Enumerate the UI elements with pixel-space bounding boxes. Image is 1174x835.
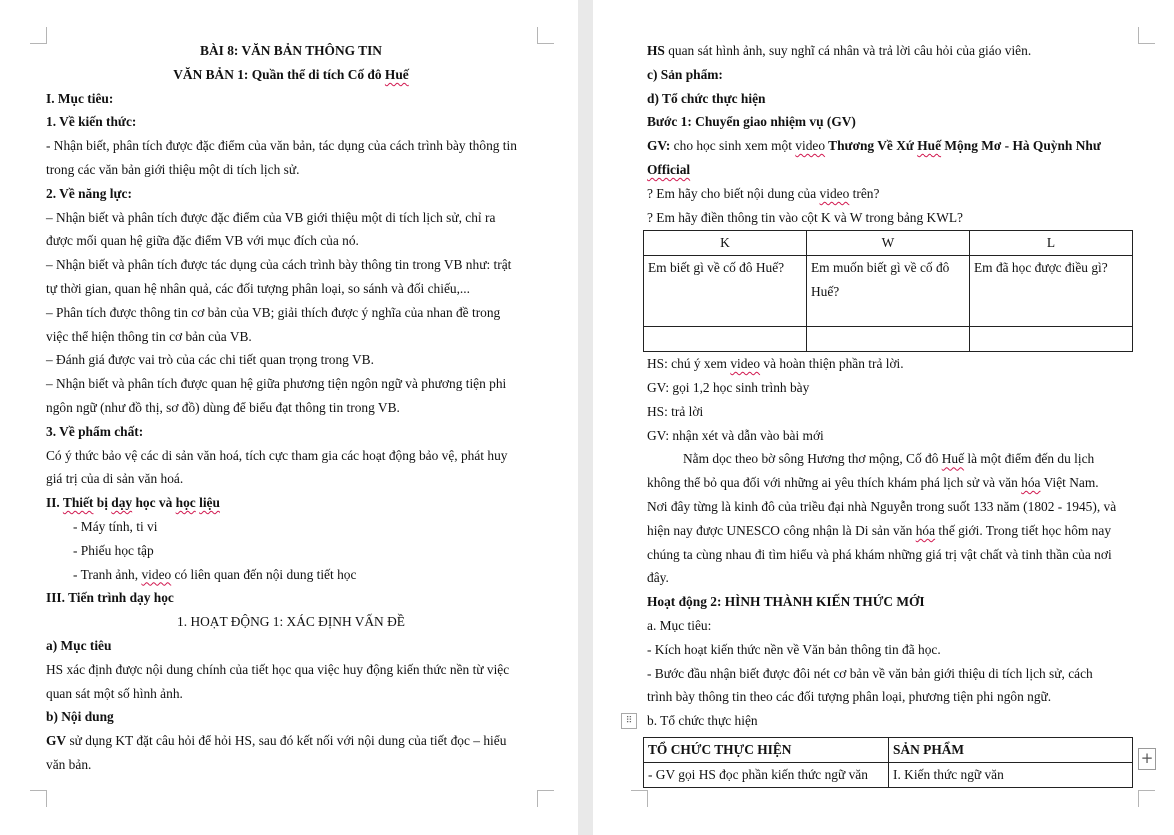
paragraph-line — [647, 447, 1137, 471]
spell-flag-word: video — [795, 138, 826, 154]
paragraph-text: Việt Nam. — [1040, 475, 1099, 491]
kwl-header-w[interactable]: W — [807, 231, 970, 256]
paragraph-line: - Bước đầu nhận biết được đôi nét cơ bản về văn bản giới thiệu di tích lịch sử, cách — [647, 665, 1093, 681]
paragraph-line — [647, 39, 1137, 63]
page-left — [0, 0, 578, 835]
activity-header-sanpham[interactable]: SẢN PHẨM — [889, 737, 1133, 762]
paragraph-line — [647, 519, 1137, 543]
kwl-header-l[interactable]: L — [970, 231, 1133, 256]
paragraph-text: không thể bỏ qua đối với những ai yêu thích khám phá lịch sử và văn — [647, 475, 1022, 491]
activity-cell[interactable]: I. Kiến thức ngữ văn — [889, 762, 1133, 787]
paragraph-line: đây. — [647, 570, 669, 586]
subtitle-text: VĂN BẢN 1: Quần thể di tích Cố đô — [173, 66, 385, 82]
activity-table[interactable] — [643, 737, 1133, 788]
activity-header-tochuc[interactable]: TỔ CHỨC THỰC HIỆN — [644, 737, 889, 762]
paragraph-line — [647, 158, 1137, 182]
table-row — [644, 737, 1133, 762]
paragraph-line: HS: trả lời — [647, 403, 704, 419]
bold-text: GV: — [647, 138, 671, 154]
paragraph-text: sử dụng KT đặt câu hỏi để hỏi HS, sau đó kết nối với nội dung của tiết đọc – hiểu — [66, 733, 507, 749]
sub-heading: b) Nội dung — [46, 709, 114, 725]
spell-flag-word: hóa — [915, 522, 936, 538]
kwl-cell[interactable]: Em muốn biết gì về cố đô Huế? — [807, 256, 970, 327]
paragraph-line: HS xác định được nội dung chính của tiết học qua việc huy động kiến thức nền từ việc — [46, 661, 510, 677]
paragraph-line: trình bày thông tin theo các đối tượng phân loại, phương tiện phi ngôn ngữ. — [647, 689, 1052, 705]
table-row — [644, 327, 1133, 352]
paragraph-line: – Đánh giá được vai trò của các chi tiết quan trọng trong VB. — [46, 352, 374, 368]
spell-flag-word: Thiết — [62, 495, 94, 511]
lesson-title: BÀI 8: VĂN BẢN THÔNG TIN — [200, 43, 382, 58]
spell-flag-word: Huế — [917, 138, 942, 154]
heading-text: bị — [93, 495, 112, 511]
kwl-cell[interactable] — [807, 327, 970, 352]
list-item — [46, 563, 536, 587]
paragraph-line: - Nhận biết, phân tích được đặc điểm của văn bản, tác dụng của cách trình bày thông tin — [46, 138, 517, 154]
kwl-cell[interactable] — [644, 327, 807, 352]
sub-heading: d) Tổ chức thực hiện — [647, 90, 766, 106]
spell-flag-word: dạy — [111, 495, 133, 511]
spell-flag-word: hóa — [1021, 475, 1041, 491]
spell-flag-word: học — [175, 495, 196, 511]
spell-flag-word: video — [819, 185, 850, 201]
section-heading: I. Mục tiêu: — [46, 90, 114, 106]
spell-flag-word: video — [141, 566, 172, 582]
paragraph-line: GV: gọi 1,2 học sinh trình bày — [647, 379, 810, 395]
paragraph-text: Nằm dọc theo bờ sông Hương thơ mộng, Cố đô — [683, 451, 942, 467]
kwl-cell[interactable]: Em đã học được điều gì? — [970, 256, 1133, 327]
kwl-header-k[interactable]: K — [644, 231, 807, 256]
paragraph-line: - Kích hoạt kiến thức nền về Văn bản thông tin đã học. — [647, 641, 941, 657]
kwl-cell[interactable] — [970, 327, 1133, 352]
paragraph-line: GV: nhận xét và dẫn vào bài mới — [647, 427, 824, 443]
kwl-cell[interactable]: Em biết gì về cố đô Huế? — [644, 256, 807, 327]
paragraph-line: b. Tổ chức thực hiện — [647, 713, 758, 729]
lesson-subtitle — [46, 63, 536, 87]
list-item: - Máy tính, ti vi — [73, 518, 158, 534]
paragraph-line: – Nhận biết và phân tích được quan hệ giữa phương tiện ngôn ngữ và phương tiện phi — [46, 376, 507, 392]
spell-flag-word: Official — [647, 161, 691, 177]
sub-heading: c) Sản phẩm: — [647, 66, 723, 82]
paragraph-text: và hoàn thiện phần trả lời. — [760, 356, 904, 372]
paragraph-line — [647, 182, 1137, 206]
paragraph-text: hiện nay được UNESCO công nhận là Di sản văn — [647, 522, 916, 538]
table-row — [644, 762, 1133, 787]
spell-flag-word: video — [730, 356, 761, 372]
bold-text: Thương Về Xứ — [825, 138, 918, 154]
list-text: - Tranh ảnh, — [73, 566, 142, 582]
heading-text: học và — [132, 495, 176, 511]
paragraph-line: được mối quan hệ giữa đặc điểm VB với mục đích của nó. — [46, 233, 359, 249]
sub-heading: a) Mục tiêu — [46, 637, 112, 653]
paragraph-line: ? Em hãy điền thông tin vào cột K và W trong bảng KWL? — [647, 209, 963, 225]
paragraph-line: tự thời gian, quan hệ nhân quả, các đối tượng phân loại, so sánh và đối chiếu,... — [46, 280, 470, 296]
paragraph-line — [647, 471, 1137, 495]
paragraph-line: – Nhận biết và phân tích được tác dụng của cách trình bày thông tin trong VB như: trật — [46, 257, 512, 273]
page-right — [593, 0, 1174, 835]
crop-mark — [1138, 27, 1155, 44]
section-heading: III. Tiến trình dạy học — [46, 590, 174, 606]
paragraph-line: a. Mục tiêu: — [647, 617, 712, 633]
paragraph-text: trên? — [849, 185, 880, 201]
paragraph-text: quan sát hình ảnh, suy nghĩ cá nhân và trả lời câu hỏi của giáo viên. — [664, 43, 1032, 58]
left-page-body[interactable] — [46, 39, 536, 777]
bold-text: Mộng Mơ - Hà Quỳnh Như — [941, 138, 1101, 154]
paragraph-line: chúng ta cùng nhau đi tìm hiểu và phá khám những giá trị vật chất và tinh thần của nơi — [647, 546, 1112, 562]
crop-mark — [631, 790, 648, 807]
activity-heading: 1. HOẠT ĐỘNG 1: XÁC ĐỊNH VẤN ĐỀ — [177, 614, 405, 630]
bold-text: HS — [647, 43, 665, 58]
right-page-body[interactable] — [647, 39, 1137, 788]
paragraph-line: Nơi đây từng là kinh đô của triều đại nhà Nguyễn trong suốt 133 năm (1802 - 1945), và — [647, 498, 1117, 514]
section-heading — [46, 491, 536, 515]
paragraph-line: Có ý thức bảo vệ các di sản văn hoá, tích cực tham gia các hoạt động bảo vệ, phát huy — [46, 447, 508, 463]
section-heading: 2. Về năng lực: — [46, 185, 132, 201]
list-item: - Phiếu học tập — [73, 542, 154, 558]
paragraph-text: cho học sinh xem một — [670, 138, 796, 154]
activity-heading: Hoạt động 2: HÌNH THÀNH KIẾN THỨC MỚI — [647, 594, 925, 610]
step-heading: Bước 1: Chuyển giao nhiệm vụ (GV) — [647, 114, 856, 130]
paragraph-line: – Nhận biết và phân tích được đặc điểm của VB giới thiệu một di tích lịch sử, chỉ ra — [46, 209, 496, 225]
kwl-table[interactable] — [643, 230, 1133, 352]
paragraph-line: việc thể hiện thông tin cơ bản của VB. — [46, 328, 252, 344]
paragraph-line — [46, 729, 536, 753]
paragraph-line — [647, 134, 1137, 158]
crop-mark — [30, 790, 47, 807]
paragraph-line: – Phân tích được thông tin cơ bản của VB; giải thích được ý nghĩa của nhan đề trong — [46, 304, 501, 320]
paragraph-line: ngôn ngữ (như đồ thị, sơ đồ) dùng để biểu đạt thông tin trong VB. — [46, 399, 400, 415]
crop-mark — [537, 790, 554, 807]
section-heading: 3. Về phẩm chất: — [46, 423, 144, 439]
paragraph-text: ? Em hãy cho biết nội dung của — [647, 185, 820, 201]
activity-cell[interactable]: - GV gọi HS đọc phần kiến thức ngữ văn — [644, 762, 889, 787]
bold-text: GV — [46, 733, 67, 749]
section-heading: 1. Về kiến thức: — [46, 114, 137, 130]
paragraph-line: văn bản. — [46, 756, 92, 772]
add-column-icon[interactable]: + — [1138, 748, 1156, 770]
table-row — [644, 231, 1133, 256]
heading-text: II. — [46, 495, 63, 511]
crop-mark — [537, 27, 554, 44]
list-text: có liên quan đến nội dung tiết học — [171, 566, 357, 582]
paragraph-text: là một điểm đến du lịch — [964, 451, 1095, 467]
crop-mark — [1138, 790, 1155, 807]
paragraph-line: giá trị của di sản văn hoá. — [46, 471, 184, 487]
table-move-handle-icon[interactable]: ⠿ — [621, 713, 637, 729]
paragraph-text: thế giới. Trong tiết học hôm nay — [935, 522, 1112, 538]
crop-mark — [30, 27, 47, 44]
paragraph-line — [647, 352, 1137, 376]
spell-flag-word: Huế — [384, 66, 409, 82]
paragraph-line: quan sát một số hình ảnh. — [46, 685, 183, 701]
paragraph-line: trong các văn bản giới thiệu một di tích lịch sử. — [46, 161, 300, 177]
spell-flag-word: liệu — [199, 495, 220, 511]
spell-flag-word: Huế — [941, 451, 965, 467]
table-row — [644, 256, 1133, 327]
paragraph-text: HS: chú ý xem — [647, 356, 731, 372]
